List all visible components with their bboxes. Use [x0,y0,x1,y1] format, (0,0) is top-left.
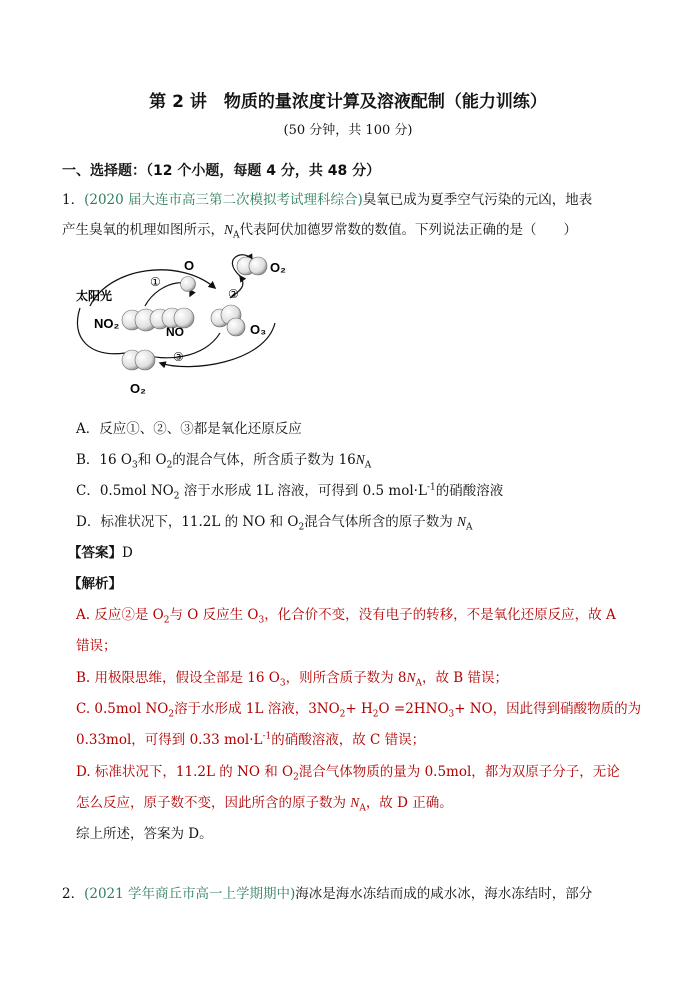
label-o2-top: O₂ [270,260,286,275]
atom-o2-top-b [249,257,267,275]
atom-o-top [181,277,196,292]
q1-stem-line2: 产生臭氧的机理如图所示，$N_A$代表阿伏加德罗常数的数值。下列说法正确的是（ ） [62,222,578,241]
q2-stem: 2．(2021 学年商丘市高一上学期期中)海冰是海水冻结而成的咸水冰，海水冻结时，部分 [62,886,593,902]
atom-o2-bottom-b [135,350,155,370]
analysis-a-line2: 错误； [76,638,117,654]
option-a: A．反应①、②、③都是氧化还原反应 [76,421,302,437]
label-sunlight: 太阳光 [76,289,113,303]
label-o3: O₃ [250,322,267,337]
analysis-c-line2: 0.33mol，可得到 0.33 $mol\cdot L^{-1}$的硝酸溶液，故 C 错误； [76,731,426,748]
analysis-d-line1: D. 标准状况下，11.2L 的 NO 和 $O_2$混合气体物质的量为 0.5mol，都为双原子分子，无论 [76,764,620,783]
option-b: B．16 $O_3$和 $O_2$的混合气体，所含质子数为 $16N_A$ [76,452,372,471]
atom-o3-c [227,318,245,336]
label-step2: ② [228,287,239,301]
page-subtitle: (50 分钟，共 100 分) [283,123,413,138]
label-step3: ③ [173,350,184,364]
analysis-d-line2: 怎么反应，原子数不变，因此所含的原子数为 $N_A$，故 D 正确。 [76,795,453,814]
label-no: NO [166,325,184,339]
q1-source: (2020 届大连市高三第二次模拟考试理科综合) [84,192,363,208]
label-o2-bottom: O₂ [130,381,146,396]
analysis-b: B. 用极限思维，假设全部是 16 $O_3$，则所含质子数为 $8N_A$，故 B 错误； [76,670,508,689]
q2-source: (2021 学年商丘市高一上学期期中) [84,886,296,902]
ozone-mechanism-diagram [70,248,300,408]
option-d: D．标准状况下，11.2L 的 NO 和 $O_2$混合气体所含的原子数为 $N_A$ [76,514,473,533]
q1-stem-line1: 1．(2020 届大连市高三第二次模拟考试理科综合)臭氧已成为夏季空气污染的元凶，地表 [62,192,593,208]
section-heading: 一、选择题：（12 个小题，每题 4 分，共 48 分） [62,163,381,179]
analysis-label: 【解析】 [68,576,122,592]
analysis-a-line1: A. 反应②是 $O_2$与 O 反应生 $O_3$，化合价不变，没有电子的转移，不是氧化还原反应，故 A [76,607,616,626]
label-no2: NO₂ [94,316,120,331]
answer-value: D [122,545,133,561]
analysis-c-line1: C. 0.5mol $NO_2$溶于水形成 1L 溶液，$3NO_2+ H_2O =2HNO_3+$ NO，因此得到硝酸物质的为 [76,701,642,720]
label-o: O [184,258,195,273]
label-step1: ① [150,275,161,289]
answer-line: 【答案】D [68,545,133,561]
option-c: C．0.5mol $NO_2$ 溶于水形成 1L 溶液，可得到 0.5 $mol\cdot L^{-1}$的硝酸溶液 [76,482,504,502]
summary: 综上所述，答案为 D。 [76,826,213,842]
page-title: 第 2 讲 物质的量浓度计算及溶液配制（能力训练） [149,92,547,112]
